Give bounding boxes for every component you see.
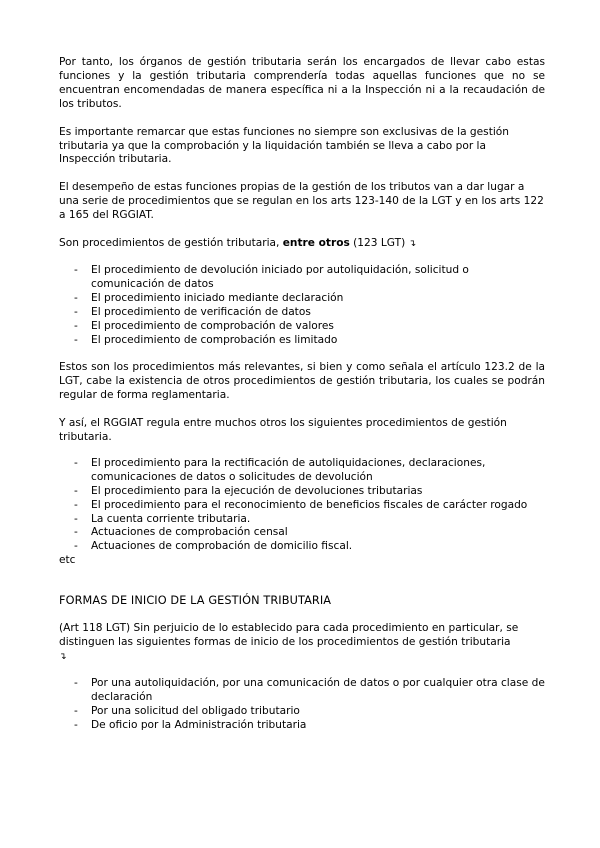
list-item: - Por una solicitud del obligado tributario xyxy=(59,705,545,719)
list-item: - El procedimiento para el reconocimiento de beneficios fiscales de carácter rogado xyxy=(59,499,545,513)
paragraph-rggiat-regula: Y así, el RGGIAT regula entre muchos otros los siguientes procedimientos de gestión tributaria. xyxy=(59,417,507,444)
list-item: - El procedimiento para la rectificación de autoliquidaciones, declaraciones, comunicaciones de datos o solicitudes de devolución xyxy=(59,457,545,485)
list-item: - El procedimiento de comprobación es limitado xyxy=(59,334,545,348)
list-procedimientos-gestion xyxy=(59,264,545,347)
list-item: - El procedimiento de devolución iniciado por autoliquidación, solicitud o comunicación de datos xyxy=(59,264,545,292)
list-item: - El procedimiento de comprobación de valores xyxy=(59,320,545,334)
list-item: - De oficio por la Administración tributaria xyxy=(59,719,545,733)
list-procedimientos-rggiat xyxy=(59,457,545,554)
list-item: - Por una autoliquidación, por una comunicación de datos o por cualquier otra clase de declaración xyxy=(59,677,545,705)
section-heading-formas-inicio: FORMAS DE INICIO DE LA GESTIÓN TRIBUTARIA xyxy=(59,594,332,608)
list-item: - El procedimiento iniciado mediante declaración xyxy=(59,292,545,306)
document-page xyxy=(59,56,545,732)
list-formas-inicio xyxy=(59,677,545,733)
emphasis-entre-otros: entre otros xyxy=(282,237,350,250)
paragraph-procedimientos-intro: Son procedimientos de gestión tributaria, entre otros (123 LGT) ↴ xyxy=(59,237,417,250)
list-item: - Actuaciones de comprobación de domicilio fiscal. xyxy=(59,540,545,554)
list-item: - El procedimiento de verificación de datos xyxy=(59,306,545,320)
return-arrow-icon: ↴ xyxy=(408,239,417,250)
list-item: - Actuaciones de comprobación censal xyxy=(59,526,545,540)
paragraph-desempeno-funciones: El desempeño de estas funciones propias de la gestión de los tributos van a dar lugar a una serie de procedimientos que se regulan en los arts 123-140 de la LGT y en los arts 122 a 165 del RGGIAT. xyxy=(59,181,544,222)
list-item: - La cuenta corriente tributaria. xyxy=(59,513,545,527)
paragraph-funciones-exclusivas: Es importante remarcar que estas funciones no siempre son exclusivas de la gestión tributaria ya que la comprobación y la liquidación también se lleva a cabo por la Inspección tributaria. xyxy=(59,125,509,166)
list-item: - El procedimiento para la ejecución de devoluciones tributarias xyxy=(59,485,545,499)
paragraph-procedimientos-relevantes: Estos son los procedimientos más relevantes, si bien y como señala el artículo 123.2 de la LGT, cabe la existencia de otros procedimientos de gestión tributaria, los cuales se podrán regular de forma reglamentaria. xyxy=(59,361,545,402)
return-arrow-icon: ↴ xyxy=(59,651,67,662)
paragraph-art-118: (Art 118 LGT) Sin perjuicio de lo establecido para cada procedimiento en particular, se distinguen las siguientes formas de inicio de los procedimientos de gestión tributaria ↴ xyxy=(59,622,519,662)
etc-text: etc xyxy=(59,554,76,567)
paragraph-organos-gestion: Por tanto, los órganos de gestión tributaria serán los encargados de llevar cabo estas funciones y la gestión tributaria comprendería todas aquellas funciones que no se encuentran encomendadas de manera específica ni a la Inspección ni a la recaudación de los tributos. xyxy=(59,56,545,110)
